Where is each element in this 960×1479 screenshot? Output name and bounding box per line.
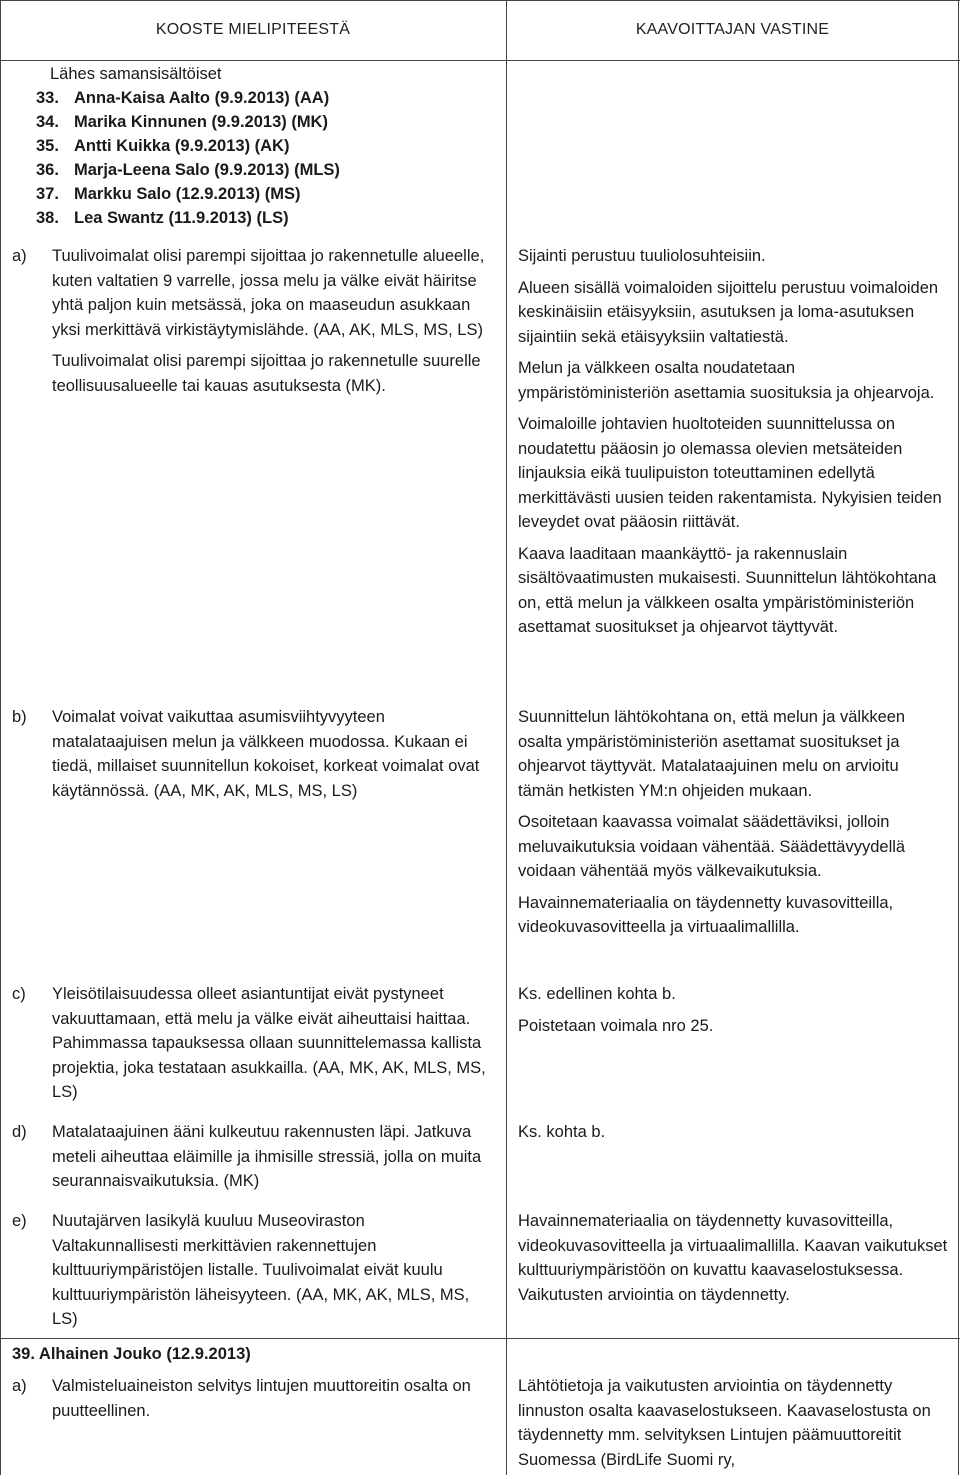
item-label: e) — [12, 1212, 27, 1230]
submitter-line: 34. Marika Kinnunen (9.9.2013) (MK) — [36, 113, 328, 131]
response-paragraph: Ks. kohta b. — [518, 1123, 606, 1141]
table-border-right — [958, 0, 959, 1475]
opinion-item-39a — [12, 1374, 494, 1430]
opinion-item-d — [12, 1120, 494, 1201]
item-label: b) — [12, 708, 27, 726]
submitter-line: 33. Anna-Kaisa Aalto (9.9.2013) (AA) — [36, 89, 330, 107]
response-paragraph: Voimaloille johtavien huoltoteiden suunnittelussa on noudatettu pääosin jo olemassa olevien metsäteiden linjauksia eikä tuulipuiston toteuttaminen edellytä merkittävästi uusien teiden rakentamista. Nykyisien teiden leveydet ovat pääosin riittävät. — [518, 415, 942, 531]
item-label: d) — [12, 1123, 27, 1141]
table-border-left — [0, 0, 1, 1475]
response-paragraph: Suunnittelun lähtökohtana on, että melun ja välkkeen osalta ympäristöministeriön asettamat suositukset ja ohjearvot täyttyvät. Matalataajuinen melu on arvioitu tämän hetkisten YM:n ohjeiden mukaan. — [518, 708, 906, 800]
response-paragraph: Havainnemateriaalia on täydennetty kuvasovitteilla, videokuvasovitteella ja virtuaalimallilla. Kaavan vaikutukset kulttuuriympäristöön on kuvattu kaavaselostuksessa. Vaikutusten arviointia on täydennetty. — [518, 1212, 948, 1304]
response-paragraph: Havainnemateriaalia on täydennetty kuvasovitteilla, videokuvasovitteella ja virtuaalimallilla. — [518, 893, 894, 936]
response-paragraph: Poistetaan voimala nro 25. — [518, 1016, 714, 1035]
opinion-paragraph: Voimalat voivat vaikuttaa asumisviihtyvyyteen matalataajuisen melun ja välkkeen muodossa. Kukaan ei tiedä, millaiset suunnitellun kokoiset, korkeat voimalat ovat käytännössä. (AA, MK, AK, MLS, MS, LS) — [52, 708, 480, 800]
submitter-list — [36, 62, 340, 230]
opinion-item-c — [12, 982, 494, 1112]
response-paragraph: Melun ja välkkeen osalta noudatetaan ympäristöministeriön asettamia suosituksia ja ohjearvoja. — [518, 359, 935, 402]
opinion-paragraph: Tuulivoimalat olisi parempi sijoittaa jo rakennetulle alueelle, kuten valtatien 9 varrelle, jossa melu ja välke eivät häiritse yhtä paljon kuin metsässä, joka on maaseudun asukkaan yksi merkittävä virkistäytymislähde. (AA, AK, MLS, MS, LS) — [52, 247, 485, 339]
opinion-paragraph: Tuulivoimalat olisi parempi sijoittaa jo rakennetulle suurelle teollisuusalueelle tai kauas asutuksesta (MK). — [52, 352, 481, 395]
opinion-item-a — [12, 244, 494, 405]
response-item-e — [518, 1209, 948, 1314]
response-paragraph: Alueen sisällä voimaloiden sijoittelu perustuu voimaloiden keskinäisiin etäisyyksiin, asutuksen ja loma-asutuksen sijaintiin sekä etäisyyksiin valtatiestä. — [518, 278, 939, 346]
submitter-line: 38. Lea Swantz (11.9.2013) (LS) — [36, 209, 289, 227]
item-label: a) — [12, 247, 27, 265]
submitter-line: 36. Marja-Leena Salo (9.9.2013) (MLS) — [36, 161, 340, 179]
header-divider — [0, 60, 960, 61]
opinion-paragraph: Nuutajärven lasikylä kuuluu Museoviraston Valtakunnallisesti merkittävien rakennettujen kulttuuriympäristöjen listalle. Tuulivoimalat eivät kuulu kulttuuriympäristön läheisyyteen. (AA, MK, AK, MLS, MS, LS) — [52, 1212, 470, 1328]
response-paragraph: Kaava laaditaan maankäyttö- ja rakennuslain sisältövaatimusten mukaisesti. Suunnittelun lähtökohtana on, että melun ja välkkeen osalta ympäristöministeriön asettamat suositukset ja ohjearvot täyttyvät. — [518, 544, 937, 636]
submitter-line: 37. Markku Salo (12.9.2013) (MS) — [36, 185, 301, 203]
header-right: KAAVOITTAJAN VASTINE — [635, 21, 830, 38]
opinion-paragraph: Matalataajuinen ääni kulkeutuu rakennusten läpi. Jatkuva meteli aiheuttaa eläimille ja ihmisille stressiä, jolla on muita seurannaisvaikutuksia. (MK) — [52, 1123, 482, 1190]
submitter-line: 35. Antti Kuikka (9.9.2013) (AK) — [36, 137, 290, 155]
table-column-divider — [506, 0, 507, 1475]
intro-text: Lähes samansisältöiset — [50, 65, 222, 83]
response-paragraph: Osoitetaan kaavassa voimalat säädettäviksi, jolloin meluvaikutuksia voidaan vähentää. Säädettävyydellä voidaan vähentää myös välkevaikutuksia. — [518, 813, 906, 880]
item-label: a) — [12, 1377, 27, 1395]
opinion-item-e — [12, 1209, 494, 1339]
item-label: c) — [12, 985, 26, 1003]
response-item-d — [518, 1120, 948, 1152]
opinion-paragraph: Valmisteluaineiston selvitys lintujen muuttoreitin osalta on puutteellinen. — [52, 1377, 471, 1420]
header-left: KOOSTE MIELIPITEESTÄ — [155, 21, 351, 38]
opinion-paragraph: Yleisötilaisuudessa olleet asiantuntijat eivät pystyneet vakuuttamaan, että melu ja välke eivät aiheuttaisi haittaa. Pahimmassa tapauksessa ollaan suunnittelemassa kallista projektia, joka testataan asukkailla. (AA, MK, AK, MLS, MS, LS) — [52, 985, 486, 1101]
response-item-b — [518, 705, 948, 947]
response-paragraph: Lähtötietoja ja vaikutusten arviointia on täydennetty linnuston osalta kaavaselostukseen. Kaavaselostusta on täydennetty mm. selvityksen Lintujen päämuuttoreitit Suomessa (BirdLife Suomi ry, — [518, 1377, 931, 1469]
response-item-a — [518, 244, 948, 647]
response-item-c — [518, 982, 948, 1045]
response-item-39a — [518, 1374, 948, 1479]
response-paragraph: Ks. edellinen kohta b. — [518, 985, 676, 1003]
response-paragraph: Sijainti perustuu tuuliolosuhteisiin. — [518, 247, 766, 265]
opinion-item-b — [12, 705, 494, 810]
section-39-heading: 39. Alhainen Jouko (12.9.2013) — [12, 1345, 251, 1363]
